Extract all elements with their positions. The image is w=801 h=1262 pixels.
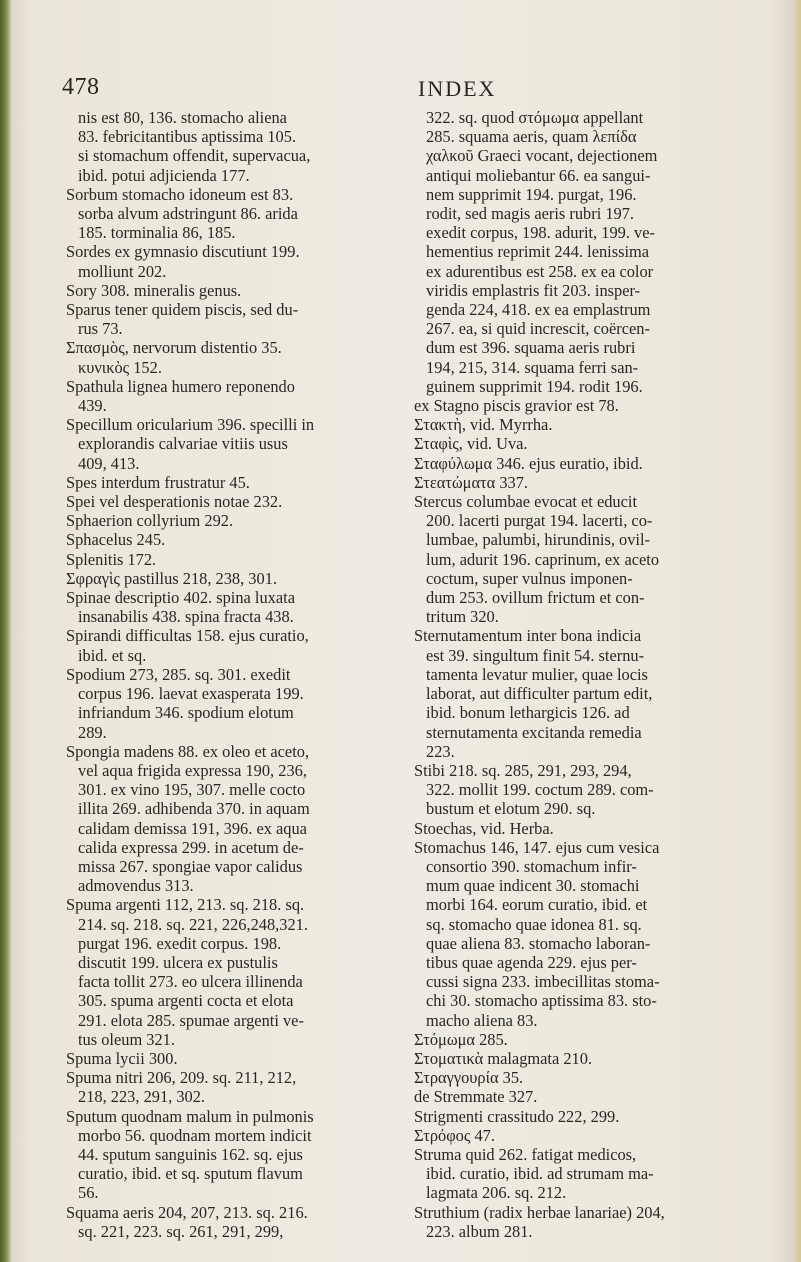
index-entry-continuation: 291. elota 285. spumae argenti ve- <box>78 1010 304 1030</box>
index-entry-continuation: exedit corpus, 198. adurit, 199. ve- <box>426 223 655 243</box>
index-entry-continuation: 301. ex vino 195, 307. melle cocto <box>78 780 306 800</box>
index-entry-continuation: insanabilis 438. spina fracta 438. <box>78 607 294 627</box>
index-entry-continuation: lum, adurit 196. caprinum, ex aceto <box>426 549 660 569</box>
index-entry-line: Squama aeris 204, 207, 213. sq. 216. <box>66 1202 308 1222</box>
index-entry-continuation: ibid. curatio, ibid. ad strumam ma- <box>426 1164 654 1184</box>
index-entry-continuation: ibid. et sq. <box>78 645 147 665</box>
index-entry-continuation: 439. <box>78 396 107 416</box>
index-entry-continuation: ibid. potui adjicienda 177. <box>78 165 250 185</box>
index-entry-continuation: nem supprimit 194. purgat, 196. <box>426 184 637 204</box>
index-entry-line: Στοματικὰ malagmata 210. <box>414 1048 593 1068</box>
index-entry-continuation: lumbae, palumbi, hirundinis, ovil- <box>426 530 650 550</box>
index-entry-continuation: infriandum 346. spodium elotum <box>78 703 294 723</box>
index-entry-continuation: 289. <box>78 722 107 742</box>
index-entry-continuation: genda 224, 418. ex ea emplastrum <box>426 300 651 320</box>
index-entry-continuation: 267. ea, si quid increscit, coërcen- <box>426 319 650 339</box>
index-entry-line: Strigmenti crassitudo 222, 299. <box>414 1106 620 1126</box>
index-entry-continuation: 194, 215, 314. squama ferri san- <box>426 357 639 377</box>
index-entry-continuation: 223. <box>426 741 455 761</box>
index-entry-continuation: 223. album 281. <box>426 1221 533 1241</box>
index-entry-continuation: sternutamenta excitanda remedia <box>426 722 642 742</box>
index-entry-line: Spathula lignea humero reponendo <box>66 376 295 396</box>
page-number: 478 <box>62 74 100 100</box>
index-entry-continuation: 322. sq. quod στόμωμα appellant <box>426 108 644 127</box>
index-entry-continuation: chi 30. stomacho aptissima 83. sto- <box>426 991 657 1011</box>
index-entry-line: Stomachus 146, 147. ejus cum vesica <box>414 837 660 857</box>
index-entry-line: Στραγγουρία 35. <box>414 1068 524 1088</box>
index-entry-continuation: calida expressa 299. in acetum de- <box>78 837 304 857</box>
index-entry-line: Spuma nitri 206, 209. sq. 211, 212, <box>66 1068 297 1088</box>
page-binding-edge <box>0 0 12 1262</box>
index-entry-continuation: 185. torminalia 86, 185. <box>78 223 236 243</box>
index-entry-continuation: sq. 221, 223. sq. 261, 291, 299, <box>78 1221 284 1241</box>
index-entry-continuation: 56. <box>78 1183 99 1203</box>
index-entry-continuation: dum est 396. squama aeris rubri <box>426 338 636 358</box>
index-entry-continuation: 285. squama aeris, quam λεπίδα <box>426 127 637 147</box>
index-entry-line: de Stremmate 327. <box>414 1087 538 1107</box>
index-entry-continuation: χαλκοῦ Graeci vocant, dejectionem <box>426 146 658 166</box>
index-entry-line: Sternutamentum inter bona indicia <box>414 626 642 646</box>
index-entry-line: Sory 308. mineralis genus. <box>66 280 242 300</box>
index-entry-continuation: 200. lacerti purgat 194. lacerti, co- <box>426 511 653 531</box>
index-entry-continuation: calidam demissa 191, 396. ex aqua <box>78 818 307 838</box>
index-entry-continuation: molliunt 202. <box>78 261 167 281</box>
index-entry-continuation: admovendus 313. <box>78 876 194 896</box>
index-entry-line: Sputum quodnam malum in pulmonis <box>66 1106 314 1126</box>
index-entry-line: Spuma lycii 300. <box>66 1048 178 1068</box>
index-entry-continuation: macho aliena 83. <box>426 1010 538 1030</box>
index-entry-continuation: 44. sputum sanguinis 162. sq. ejus <box>78 1144 303 1164</box>
index-entry-line: Spei vel desperationis notae 232. <box>66 492 283 512</box>
index-entry-continuation: tus oleum 321. <box>78 1029 175 1049</box>
index-entry-line: Spes interdum frustratur 45. <box>66 472 250 492</box>
index-entry-continuation: antiqui moliebantur 66. ea sangui- <box>426 165 651 185</box>
index-entry-line: Sorbum stomacho idoneum est 83. <box>66 184 294 204</box>
index-entry-continuation: corpus 196. laevat exasperata 199. <box>78 684 304 704</box>
index-entry-line: Splenitis 172. <box>66 549 157 569</box>
index-entry-continuation: 409, 413. <box>78 453 140 473</box>
index-entry-continuation: consortio 390. stomachum infir- <box>426 856 637 876</box>
index-entry-continuation: illita 269. adhibenda 370. in aquam <box>78 799 310 819</box>
index-entry-continuation: ibid. bonum lethargicis 126. ad <box>426 703 630 723</box>
index-entry-line: ex Stagno piscis gravior est 78. <box>414 396 619 416</box>
index-entry-line: Σταφύλωμα 346. ejus euratio, ibid. <box>414 453 643 473</box>
index-entry-continuation: dum 253. ovillum frictum et con- <box>426 588 645 608</box>
right-index-column <box>414 108 759 1241</box>
index-entry-line: Σταφὶς, vid. Uva. <box>414 434 528 454</box>
index-entry-continuation: si stomachum offendit, supervacua, <box>78 146 311 166</box>
page-outer-edge <box>793 0 801 1262</box>
index-entry-line: Spodium 273, 285. sq. 301. exedit <box>66 664 291 684</box>
index-entry-continuation: guinem supprimit 194. rodit 196. <box>426 376 643 396</box>
index-entry-line: Στεατώματα 337. <box>414 472 529 492</box>
index-entry-continuation: rus 73. <box>78 319 123 339</box>
left-index-column <box>66 108 406 1241</box>
index-entry-line: Sordes ex gymnasio discutiunt 199. <box>66 242 300 262</box>
index-entry-line: Σφραγὶς pastillus 218, 238, 301. <box>66 568 277 588</box>
index-entry-continuation: 305. spuma argenti cocta et elota <box>78 991 294 1011</box>
index-entry-continuation: curatio, ibid. et sq. sputum flavum <box>78 1164 303 1184</box>
index-entry-continuation: 83. febricitantibus aptissima 105. <box>78 127 297 147</box>
index-entry-line: Στρόφος 47. <box>414 1125 495 1145</box>
index-entry-continuation: coctum, super vulnus imponen- <box>426 568 633 588</box>
index-entry-line: Sparus tener quidem piscis, sed du- <box>66 300 299 320</box>
index-entry-continuation: nis est 80, 136. stomacho aliena <box>78 108 287 127</box>
index-entry-continuation: κυνικὸς 152. <box>78 357 162 377</box>
index-entry-continuation: lagmata 206. sq. 212. <box>426 1183 567 1203</box>
index-entry-continuation: explorandis calvariae vitiis usus <box>78 434 288 454</box>
index-entry-continuation: rodit, sed magis aeris rubri 197. <box>426 204 635 224</box>
index-entry-continuation: tritum 320. <box>426 607 499 627</box>
index-entry-line: Σπασμὸς, nervorum distentio 35. <box>66 338 282 358</box>
index-entry-line: Spongia madens 88. ex oleo et aceto, <box>66 741 310 761</box>
index-entry-continuation: morbi 164. eorum curatio, ibid. et <box>426 895 648 915</box>
index-entry-continuation: vel aqua frigida expressa 190, 236, <box>78 760 307 780</box>
running-head: INDEX <box>418 76 497 101</box>
index-entry-continuation: hementius reprimit 244. lenissima <box>426 242 650 262</box>
index-entry-line: Struthium (radix herbae lanariae) 204, <box>414 1202 665 1222</box>
index-entry-line: Stibi 218. sq. 285, 291, 293, 294, <box>414 760 632 780</box>
index-entry-continuation: ex adurentibus est 258. ex ea color <box>426 261 654 281</box>
index-entry-continuation: viridis emplastris fit 203. insper- <box>426 280 641 300</box>
index-entry-continuation: purgat 196. exedit corpus. 198. <box>78 933 282 953</box>
index-entry-continuation: tamenta levatur mulier, quae locis <box>426 664 648 684</box>
index-entry-line: Spuma argenti 112, 213. sq. 218. sq. <box>66 895 305 915</box>
index-entry-continuation: mum quae indicent 30. stomachi <box>426 876 640 896</box>
index-entry-continuation: morbo 56. quodnam mortem indicit <box>78 1125 312 1145</box>
index-entry-line: Sphaerion collyrium 292. <box>66 511 234 531</box>
index-entry-continuation: laborat, aut difficulter partum edit, <box>426 684 653 704</box>
index-entry-line: Specillum oricularium 396. specilli in <box>66 415 315 435</box>
index-entry-line: Spirandi difficultas 158. ejus curatio, <box>66 626 309 646</box>
index-entry-continuation: cussi signa 233. imbecillitas stoma- <box>426 972 660 992</box>
index-entry-line: Sphacelus 245. <box>66 530 166 550</box>
index-entry-continuation: facta tollit 273. eo ulcera illinenda <box>78 972 303 992</box>
index-entry-line: Stercus columbae evocat et educit <box>414 492 638 512</box>
index-entry-line: Στακτὴ, vid. Myrrha. <box>414 415 553 435</box>
index-entry-continuation: 214. sq. 218. sq. 221, 226,248,321. <box>78 914 308 934</box>
index-entry-continuation: bustum et elotum 290. sq. <box>426 799 596 819</box>
index-entry-continuation: missa 267. spongiae vapor calidus <box>78 856 303 876</box>
index-entry-continuation: 218, 223, 291, 302. <box>78 1087 206 1107</box>
index-entry-continuation: sorba alvum adstringunt 86. arida <box>78 204 298 224</box>
index-entry-line: Stoechas, vid. Herba. <box>414 818 554 838</box>
index-entry-line: Struma quid 262. fatigat medicos, <box>414 1144 637 1164</box>
index-entry-continuation: quae aliena 83. stomacho laboran- <box>426 933 651 953</box>
index-entry-continuation: sq. stomacho quae idonea 81. sq. <box>426 914 642 934</box>
index-entry-line: Spinae descriptio 402. spina luxata <box>66 588 295 608</box>
index-entry-continuation: tibus quae agenda 229. ejus per- <box>426 952 637 972</box>
page-header <box>0 70 801 100</box>
index-entry-continuation: est 39. singultum finit 54. sternu- <box>426 645 645 665</box>
index-entry-line: Στόμωμα 285. <box>414 1029 508 1049</box>
index-entry-continuation: 322. mollit 199. coctum 289. com- <box>426 780 654 800</box>
index-entry-continuation: discutit 199. ulcera ex pustulis <box>78 952 278 972</box>
